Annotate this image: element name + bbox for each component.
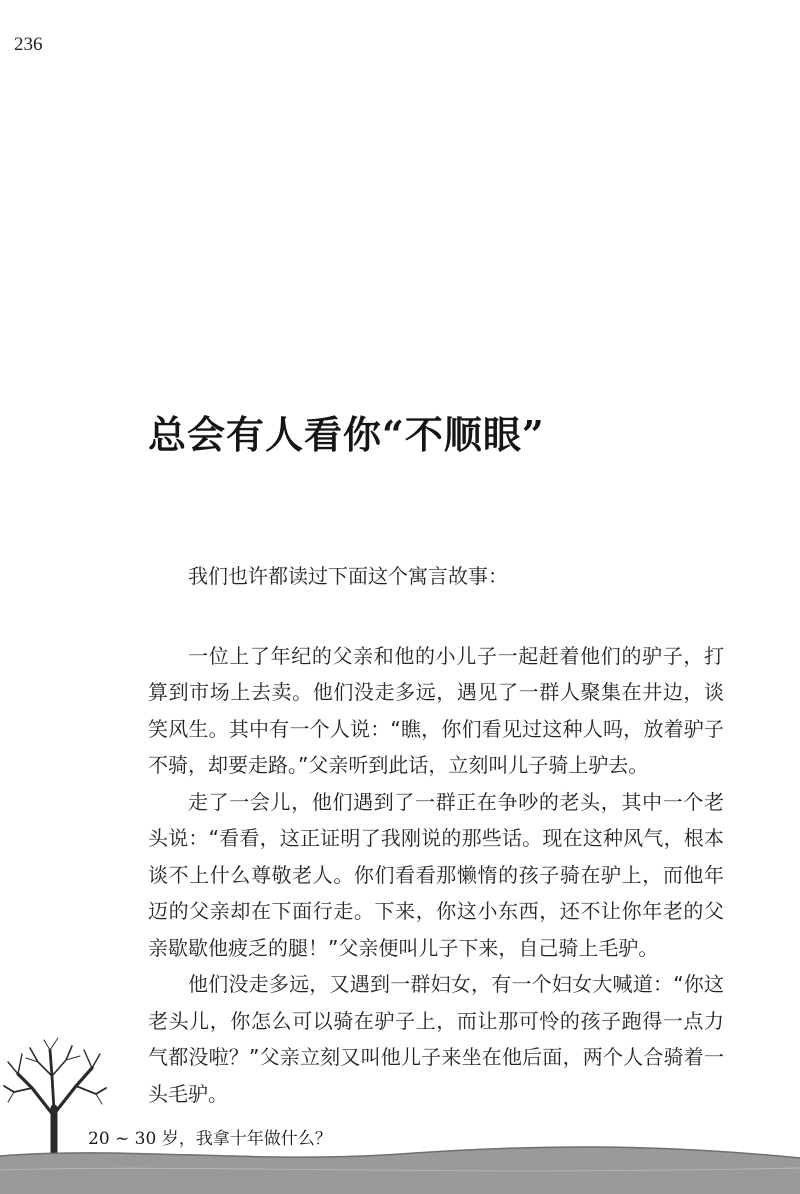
chapter-title: 总会有人看你“不顺眼” [148,412,545,457]
page-number: 236 [14,34,43,55]
story-paragraph: 走了一会儿，他们遇到了一群正在争吵的老头，其中一个老头说：“看看，这正证明了我刚说的那些话。现在这种风气，根本谈不上什么尊敬老人。你们看看那懒惰的孩子骑在驴上，而他年迈的父亲却在下面行走。下来，你这小东西，还不让你年老的父亲歇歇他疲乏的腿！”父亲便叫儿子下来，自己骑上毛驴。 [148,789,724,960]
running-footer: 20 ~ 30 岁，我拿十年做什么？ [88,1129,332,1149]
story-paragraph: 他们没走多远，又遇到一群妇女，有一个妇女大喊道：“你这老头儿，你怎么可以骑在驴子上，而让那可怜的孩子跑得一点力气都没啦？”父亲立刻又叫他儿子来坐在他后面，两个人合骑着一头毛驴。 [148,972,724,1106]
body-text [148,558,724,1112]
story-paragraph: 一位上了年纪的父亲和他的小儿子一起赶着他们的驴子，打算到市场上去卖。他们没走多远，遇见了一群人聚集在井边，谈笑风生。其中有一个人说：“瞧，你们看见过这种人吗，放着驴子不骑，却要走路。”父亲听到此话，立刻叫儿子骑上驴去。 [148,643,724,777]
intro-paragraph: 我们也许都读过下面这个寓言故事： [188,564,508,588]
